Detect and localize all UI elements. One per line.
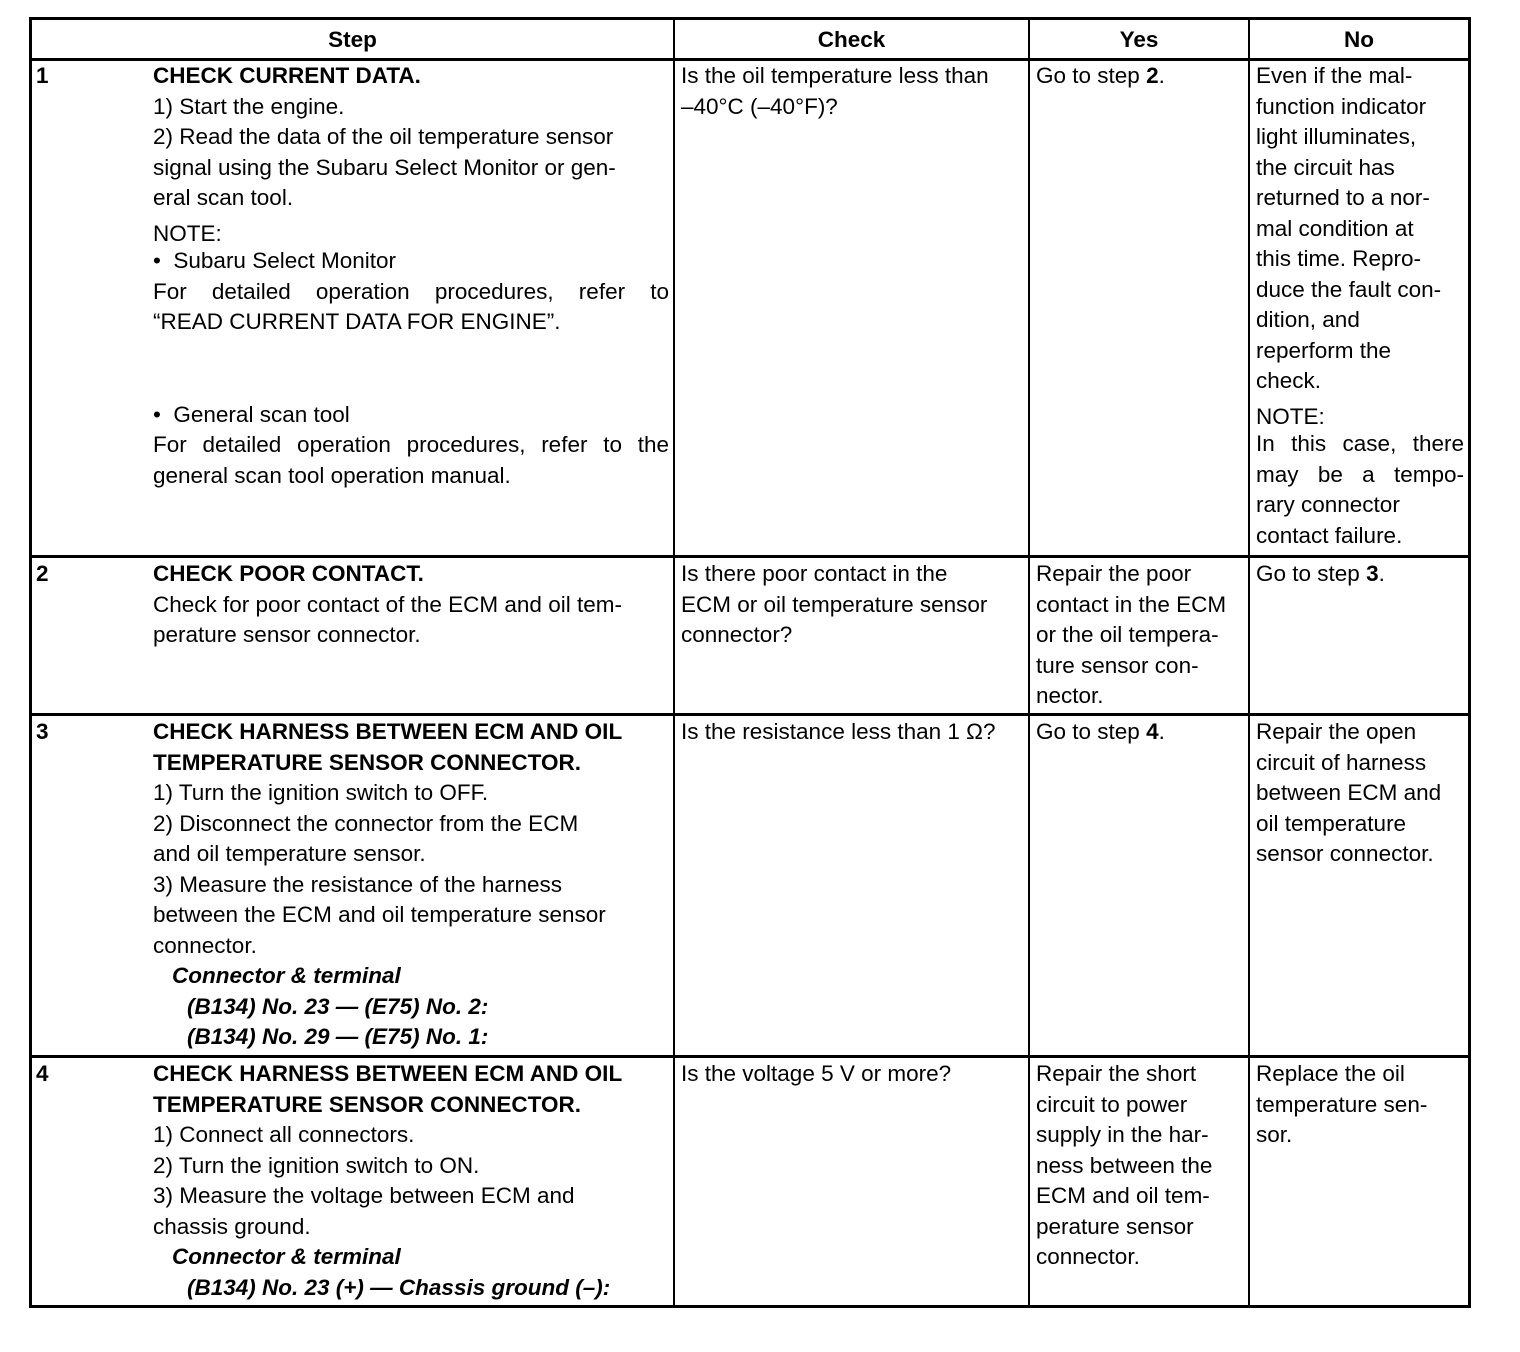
check-line: Is the resistance less than 1 Ω? <box>681 719 996 744</box>
step-line: For detailed operation procedures, refer to the <box>153 432 669 457</box>
yes-content <box>1036 1059 1246 1273</box>
spec-label: Connector & terminal <box>172 963 401 988</box>
step-line: signal using the Subaru Select Monitor or gen- <box>153 154 616 180</box>
no-line: light illuminates, <box>1256 124 1417 149</box>
step-number: 3 <box>36 719 49 744</box>
goto-step <box>1036 717 1246 748</box>
no-line: reperform the <box>1256 337 1392 363</box>
bullet-item: • Subaru Select Monitor <box>153 248 397 273</box>
no-line: sor. <box>1256 1122 1293 1147</box>
step-line: 2) Disconnect the connector from the ECM <box>153 810 579 836</box>
yes-line: circuit to power <box>1036 1091 1188 1117</box>
no-line: mal condition at <box>1256 215 1414 241</box>
step-number: 2 <box>36 561 49 586</box>
check-line: –40°C (–40°F)? <box>681 93 838 119</box>
no-line: sensor connector. <box>1256 841 1434 866</box>
no-line: temperature sen- <box>1256 1091 1428 1117</box>
no-line: the circuit has <box>1256 154 1395 180</box>
step-line: connector. <box>153 932 257 958</box>
no-line: Replace the oil <box>1256 1061 1405 1086</box>
spec-label: Connector & terminal <box>172 1244 401 1269</box>
goto-text: Go to step <box>1036 719 1147 744</box>
step-line: 2) Turn the ignition switch to ON. <box>153 1152 480 1178</box>
goto-step <box>1036 61 1246 92</box>
header-step: Step <box>328 27 377 52</box>
no-line: dition, and <box>1256 307 1360 332</box>
yes-line: Repair the short <box>1036 1061 1197 1086</box>
no-line: function indicator <box>1256 93 1427 119</box>
no-content <box>1256 717 1464 870</box>
check-line: Is there poor contact in the <box>681 561 948 586</box>
header-no: No <box>1344 27 1374 52</box>
note-label: NOTE: <box>1256 403 1325 429</box>
column-divider <box>1028 17 1030 1308</box>
step-line: 2) Read the data of the oil temperature sensor <box>153 124 614 149</box>
step-line: perature sensor connector. <box>153 622 421 647</box>
goto-text: Go to step <box>1256 561 1367 586</box>
no-line: check. <box>1256 368 1322 393</box>
step-line: 1) Connect all connectors. <box>153 1122 415 1147</box>
no-line: duce the fault con- <box>1256 276 1442 302</box>
step-line: “READ CURRENT DATA FOR ENGINE”. <box>153 309 561 334</box>
no-content <box>1256 61 1464 551</box>
column-divider <box>673 17 675 1308</box>
no-content <box>1256 1059 1464 1151</box>
goto-step <box>1256 559 1464 590</box>
check-line: ECM or oil temperature sensor <box>681 591 988 617</box>
goto-suffix: . <box>1158 63 1165 88</box>
row-divider <box>29 555 1471 558</box>
no-line: may be a tempo- <box>1256 461 1464 487</box>
step-line: general scan tool operation manual. <box>153 462 511 488</box>
goto-suffix: . <box>1158 719 1165 744</box>
yes-line: connector. <box>1036 1244 1140 1269</box>
step-title: CHECK HARNESS BETWEEN ECM AND OIL <box>153 1061 623 1086</box>
step-line: 3) Measure the voltage between ECM and <box>153 1183 575 1208</box>
yes-line: perature sensor <box>1036 1213 1194 1239</box>
yes-content <box>1036 61 1246 92</box>
row-divider <box>29 1055 1471 1058</box>
step-content <box>153 717 669 1053</box>
step-title: CHECK POOR CONTACT. <box>153 561 424 586</box>
yes-line: nector. <box>1036 683 1104 708</box>
bullet-text: Subaru Select Monitor <box>173 248 397 273</box>
yes-line: supply in the har- <box>1036 1122 1209 1147</box>
bullet-item: • General scan tool <box>153 401 350 427</box>
step-number: 4 <box>36 1061 49 1086</box>
column-divider <box>1248 17 1250 1308</box>
check-content <box>681 1059 1025 1090</box>
step-line: eral scan tool. <box>153 185 294 210</box>
spec-line: (B134) No. 23 — (E75) No. 2: <box>187 993 489 1019</box>
header-yes: Yes <box>1119 27 1159 52</box>
step-content <box>153 61 669 491</box>
check-content <box>681 61 1025 122</box>
step-content <box>153 559 669 651</box>
no-line: Repair the open <box>1256 719 1417 744</box>
check-content <box>681 559 1025 651</box>
step-title: CHECK CURRENT DATA. <box>153 63 421 88</box>
no-line: circuit of harness <box>1256 749 1427 775</box>
note-label: NOTE: <box>153 220 222 246</box>
step-line: between the ECM and oil temperature sensor <box>153 902 606 927</box>
yes-content <box>1036 559 1246 712</box>
check-content <box>681 717 1027 748</box>
step-line: 3) Measure the resistance of the harness <box>153 871 562 897</box>
no-line: In this case, there <box>1256 431 1464 456</box>
no-line: contact failure. <box>1256 522 1403 548</box>
goto-suffix: . <box>1378 561 1385 586</box>
spec-line: (B134) No. 29 — (E75) No. 1: <box>187 1024 489 1049</box>
no-line: between ECM and <box>1256 780 1442 805</box>
step-line: 1) Turn the ignition switch to OFF. <box>153 780 489 805</box>
no-line: oil temperature <box>1256 810 1407 836</box>
step-content <box>153 1059 669 1303</box>
step-line: and oil temperature sensor. <box>153 841 426 866</box>
step-line: chassis ground. <box>153 1213 311 1239</box>
yes-content <box>1036 717 1246 748</box>
yes-line: or the oil tempera- <box>1036 622 1219 647</box>
no-content <box>1256 559 1464 590</box>
goto-text: Go to step <box>1036 63 1147 88</box>
no-line: rary connector <box>1256 492 1400 517</box>
bullet-text: General scan tool <box>173 401 350 427</box>
header-check: Check <box>817 27 886 52</box>
step-title: CHECK HARNESS BETWEEN ECM AND OIL <box>153 719 623 744</box>
step-number: 1 <box>36 63 49 88</box>
check-line: connector? <box>681 622 793 647</box>
check-line: Is the voltage 5 V or more? <box>681 1061 952 1086</box>
goto-step-number: 2 <box>1146 63 1159 88</box>
no-line: returned to a nor- <box>1256 185 1430 210</box>
step-line: For detailed operation procedures, refer to <box>153 278 669 304</box>
yes-line: ECM and oil tem- <box>1036 1183 1210 1208</box>
yes-line: contact in the ECM <box>1036 591 1227 617</box>
step-title: TEMPERATURE SENSOR CONNECTOR. <box>153 1091 581 1117</box>
step-line: 1) Start the engine. <box>153 93 345 119</box>
row-divider <box>29 713 1471 716</box>
yes-line: ture sensor con- <box>1036 652 1199 678</box>
no-line: Even if the mal- <box>1256 63 1413 88</box>
check-line: Is the oil temperature less than <box>681 63 989 88</box>
yes-line: ness between the <box>1036 1152 1213 1178</box>
yes-line: Repair the poor <box>1036 561 1192 586</box>
spec-line: (B134) No. 23 (+) — Chassis ground (–): <box>187 1274 611 1300</box>
step-line: Check for poor contact of the ECM and oil tem- <box>153 591 622 617</box>
goto-step-number: 4 <box>1146 719 1159 744</box>
no-line: this time. Repro- <box>1256 246 1422 271</box>
goto-step-number: 3 <box>1366 561 1379 586</box>
step-title: TEMPERATURE SENSOR CONNECTOR. <box>153 749 581 775</box>
